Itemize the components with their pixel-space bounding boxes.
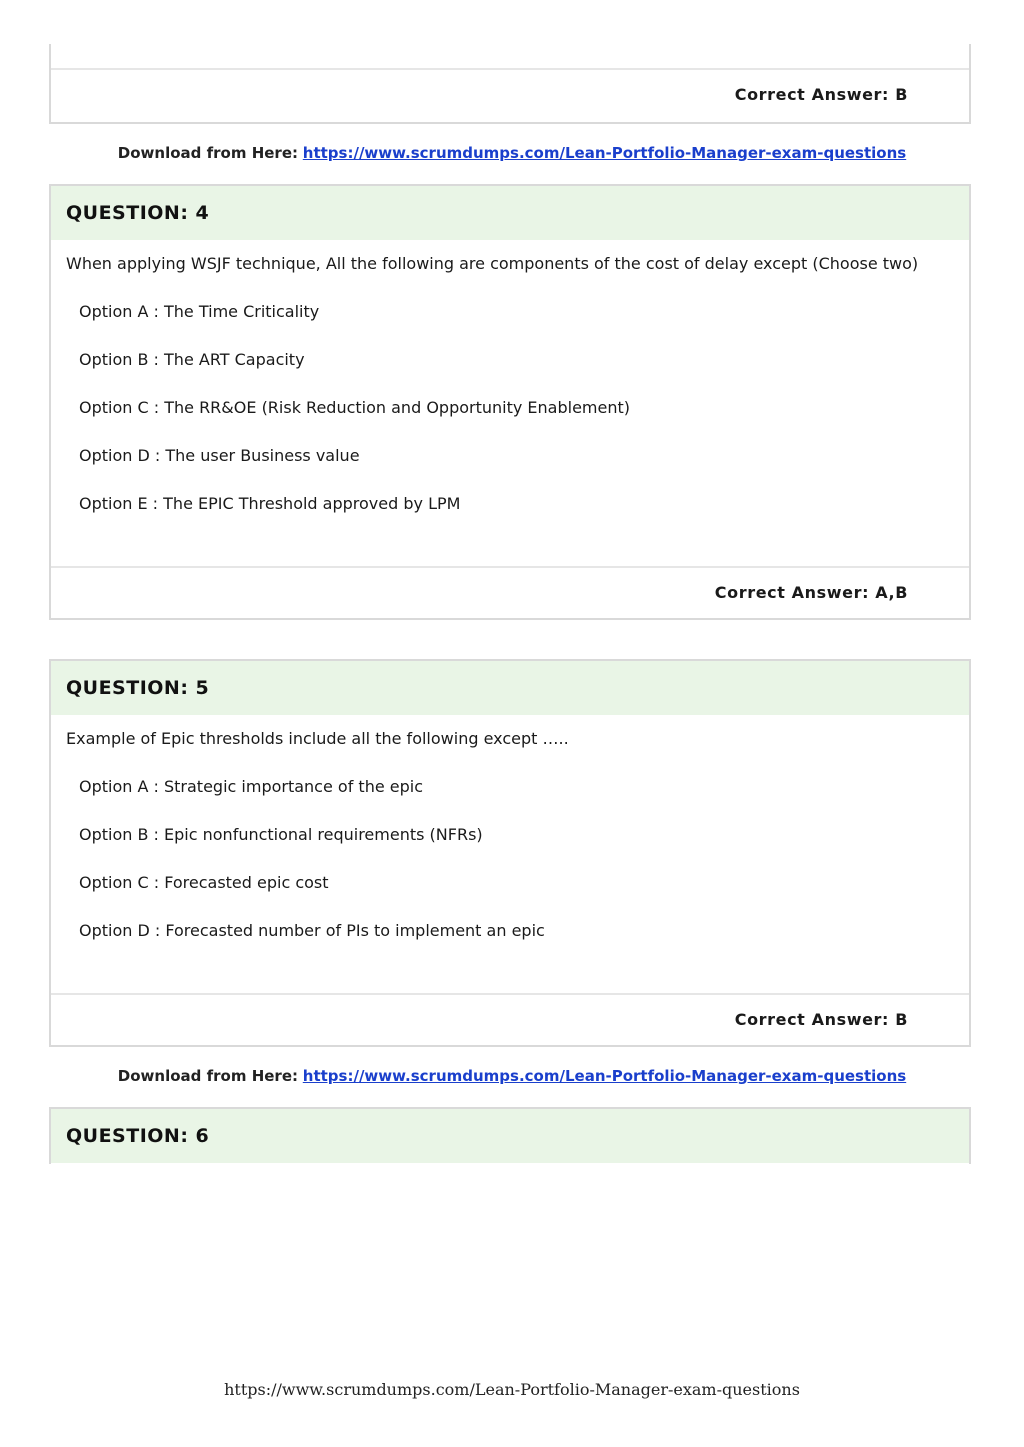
option-c: Option C : The RR&OE (Risk Reduction and Opportunity Enablement) (79, 398, 630, 417)
question-body (51, 729, 969, 941)
question-5-card (49, 659, 971, 1047)
correct-answer: Correct Answer: B (51, 993, 969, 1045)
question-text: Example of Epic thresholds include all the following except ….. (66, 729, 569, 748)
download-link[interactable]: https://www.scrumdumps.com/Lean-Portfolio-Manager-exam-questions (302, 1067, 907, 1085)
download-label: Download from Here: (117, 1067, 298, 1085)
option-a: Option A : Strategic importance of the epic (79, 777, 423, 796)
option-d: Option D : The user Business value (79, 446, 360, 465)
question-4-card (49, 184, 971, 620)
download-line (0, 1066, 1024, 1086)
option-b: Option B : The ART Capacity (79, 350, 305, 369)
option-a: Option A : The Time Criticality (79, 302, 320, 321)
question-6-card (49, 1107, 971, 1164)
option-d: Option D : Forecasted number of PIs to implement an epic (79, 921, 545, 940)
question-body (51, 254, 969, 514)
question-text: When applying WSJF technique, All the following are components of the cost of delay except (Choose two) (66, 254, 919, 273)
option-b: Option B : Epic nonfunctional requirements (NFRs) (79, 825, 483, 844)
download-label: Download from Here: (117, 144, 298, 162)
correct-answer: Correct Answer: B (51, 68, 969, 122)
correct-answer: Correct Answer: A,B (51, 566, 969, 618)
option-c: Option C : Forecasted epic cost (79, 873, 329, 892)
page-footer-url: https://www.scrumdumps.com/Lean-Portfolio-Manager-exam-questions (224, 1380, 800, 1399)
question-title: QUESTION: 4 (51, 186, 969, 240)
question-3-tail (49, 44, 971, 124)
question-title: QUESTION: 5 (51, 661, 969, 715)
question-title: QUESTION: 6 (51, 1109, 969, 1163)
download-link[interactable]: https://www.scrumdumps.com/Lean-Portfolio-Manager-exam-questions (302, 144, 907, 162)
download-line (0, 143, 1024, 163)
option-e: Option E : The EPIC Threshold approved by LPM (79, 494, 461, 513)
